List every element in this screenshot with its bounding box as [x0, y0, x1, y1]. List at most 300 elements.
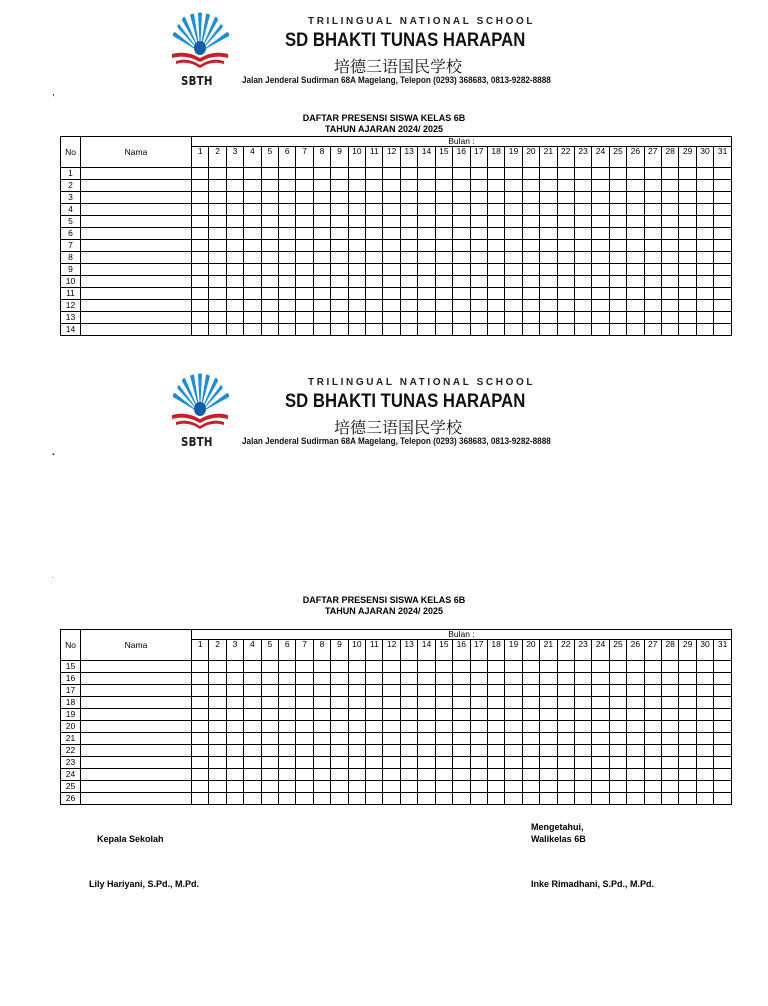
attendance-cell[interactable]: [192, 204, 209, 216]
attendance-cell[interactable]: [383, 192, 400, 204]
attendance-cell[interactable]: [261, 745, 278, 757]
attendance-cell[interactable]: [557, 300, 574, 312]
attendance-cell[interactable]: [331, 252, 348, 264]
attendance-cell[interactable]: [574, 673, 591, 685]
attendance-cell[interactable]: [627, 685, 644, 697]
attendance-cell[interactable]: [279, 793, 296, 805]
attendance-cell[interactable]: [714, 192, 732, 204]
attendance-cell[interactable]: [226, 264, 243, 276]
attendance-cell[interactable]: [609, 769, 626, 781]
attendance-cell[interactable]: [348, 324, 365, 336]
attendance-cell[interactable]: [261, 697, 278, 709]
attendance-cell[interactable]: [313, 192, 330, 204]
attendance-cell[interactable]: [574, 685, 591, 697]
attendance-cell[interactable]: [696, 192, 713, 204]
attendance-cell[interactable]: [192, 721, 209, 733]
attendance-cell[interactable]: [592, 228, 609, 240]
attendance-cell[interactable]: [435, 769, 452, 781]
attendance-cell[interactable]: [383, 793, 400, 805]
attendance-cell[interactable]: [366, 661, 383, 673]
attendance-cell[interactable]: [644, 793, 661, 805]
attendance-cell[interactable]: [366, 228, 383, 240]
attendance-cell[interactable]: [627, 252, 644, 264]
attendance-cell[interactable]: [574, 793, 591, 805]
student-name-cell[interactable]: [81, 721, 192, 733]
attendance-cell[interactable]: [244, 240, 261, 252]
attendance-cell[interactable]: [383, 204, 400, 216]
attendance-cell[interactable]: [714, 781, 732, 793]
attendance-cell[interactable]: [453, 276, 470, 288]
attendance-cell[interactable]: [522, 793, 539, 805]
attendance-cell[interactable]: [487, 781, 504, 793]
attendance-cell[interactable]: [696, 204, 713, 216]
attendance-cell[interactable]: [435, 216, 452, 228]
attendance-cell[interactable]: [661, 300, 678, 312]
attendance-cell[interactable]: [279, 709, 296, 721]
attendance-cell[interactable]: [714, 168, 732, 180]
attendance-cell[interactable]: [244, 697, 261, 709]
attendance-cell[interactable]: [348, 180, 365, 192]
attendance-cell[interactable]: [609, 192, 626, 204]
attendance-cell[interactable]: [279, 312, 296, 324]
attendance-cell[interactable]: [226, 781, 243, 793]
attendance-cell[interactable]: [522, 300, 539, 312]
attendance-cell[interactable]: [400, 204, 417, 216]
attendance-cell[interactable]: [383, 721, 400, 733]
attendance-cell[interactable]: [209, 709, 226, 721]
attendance-cell[interactable]: [557, 312, 574, 324]
attendance-cell[interactable]: [296, 252, 313, 264]
attendance-cell[interactable]: [261, 204, 278, 216]
attendance-cell[interactable]: [627, 733, 644, 745]
attendance-cell[interactable]: [696, 721, 713, 733]
attendance-cell[interactable]: [313, 733, 330, 745]
attendance-cell[interactable]: [592, 288, 609, 300]
attendance-cell[interactable]: [366, 757, 383, 769]
attendance-cell[interactable]: [313, 216, 330, 228]
attendance-cell[interactable]: [540, 216, 557, 228]
attendance-cell[interactable]: [209, 252, 226, 264]
attendance-cell[interactable]: [366, 192, 383, 204]
attendance-cell[interactable]: [453, 192, 470, 204]
attendance-cell[interactable]: [487, 721, 504, 733]
attendance-cell[interactable]: [505, 192, 522, 204]
attendance-cell[interactable]: [348, 276, 365, 288]
attendance-cell[interactable]: [487, 769, 504, 781]
attendance-cell[interactable]: [661, 276, 678, 288]
attendance-cell[interactable]: [714, 216, 732, 228]
attendance-cell[interactable]: [714, 697, 732, 709]
attendance-cell[interactable]: [383, 252, 400, 264]
student-name-cell[interactable]: [81, 324, 192, 336]
attendance-cell[interactable]: [383, 240, 400, 252]
attendance-cell[interactable]: [627, 192, 644, 204]
attendance-cell[interactable]: [453, 324, 470, 336]
attendance-cell[interactable]: [192, 276, 209, 288]
attendance-cell[interactable]: [261, 228, 278, 240]
attendance-cell[interactable]: [592, 781, 609, 793]
attendance-cell[interactable]: [331, 192, 348, 204]
attendance-cell[interactable]: [348, 781, 365, 793]
attendance-cell[interactable]: [331, 733, 348, 745]
attendance-cell[interactable]: [296, 661, 313, 673]
attendance-cell[interactable]: [400, 264, 417, 276]
attendance-cell[interactable]: [453, 781, 470, 793]
attendance-cell[interactable]: [296, 168, 313, 180]
attendance-cell[interactable]: [383, 781, 400, 793]
attendance-cell[interactable]: [226, 276, 243, 288]
attendance-cell[interactable]: [435, 228, 452, 240]
attendance-cell[interactable]: [383, 661, 400, 673]
attendance-cell[interactable]: [296, 733, 313, 745]
attendance-cell[interactable]: [574, 324, 591, 336]
attendance-cell[interactable]: [453, 180, 470, 192]
attendance-cell[interactable]: [209, 216, 226, 228]
attendance-cell[interactable]: [505, 673, 522, 685]
attendance-cell[interactable]: [592, 697, 609, 709]
attendance-cell[interactable]: [679, 661, 696, 673]
attendance-cell[interactable]: [209, 685, 226, 697]
attendance-cell[interactable]: [522, 192, 539, 204]
attendance-cell[interactable]: [522, 697, 539, 709]
attendance-cell[interactable]: [435, 264, 452, 276]
attendance-cell[interactable]: [244, 288, 261, 300]
attendance-cell[interactable]: [644, 192, 661, 204]
attendance-cell[interactable]: [435, 673, 452, 685]
student-name-cell[interactable]: [81, 709, 192, 721]
attendance-cell[interactable]: [383, 673, 400, 685]
attendance-cell[interactable]: [244, 781, 261, 793]
attendance-cell[interactable]: [435, 661, 452, 673]
attendance-cell[interactable]: [226, 709, 243, 721]
attendance-cell[interactable]: [470, 733, 487, 745]
attendance-cell[interactable]: [574, 733, 591, 745]
attendance-cell[interactable]: [679, 745, 696, 757]
attendance-cell[interactable]: [435, 745, 452, 757]
attendance-cell[interactable]: [192, 709, 209, 721]
attendance-cell[interactable]: [609, 312, 626, 324]
attendance-cell[interactable]: [366, 276, 383, 288]
student-name-cell[interactable]: [81, 240, 192, 252]
attendance-cell[interactable]: [261, 192, 278, 204]
attendance-cell[interactable]: [366, 204, 383, 216]
attendance-cell[interactable]: [505, 745, 522, 757]
attendance-cell[interactable]: [574, 312, 591, 324]
attendance-cell[interactable]: [418, 240, 435, 252]
attendance-cell[interactable]: [348, 192, 365, 204]
attendance-cell[interactable]: [505, 769, 522, 781]
attendance-cell[interactable]: [366, 312, 383, 324]
attendance-cell[interactable]: [296, 757, 313, 769]
attendance-cell[interactable]: [627, 168, 644, 180]
attendance-cell[interactable]: [400, 769, 417, 781]
attendance-cell[interactable]: [418, 300, 435, 312]
attendance-cell[interactable]: [661, 685, 678, 697]
attendance-cell[interactable]: [244, 733, 261, 745]
attendance-cell[interactable]: [348, 685, 365, 697]
attendance-cell[interactable]: [505, 300, 522, 312]
attendance-cell[interactable]: [487, 685, 504, 697]
attendance-cell[interactable]: [470, 673, 487, 685]
attendance-cell[interactable]: [453, 300, 470, 312]
attendance-cell[interactable]: [470, 661, 487, 673]
attendance-cell[interactable]: [383, 264, 400, 276]
attendance-cell[interactable]: [644, 240, 661, 252]
attendance-cell[interactable]: [331, 228, 348, 240]
attendance-cell[interactable]: [696, 673, 713, 685]
attendance-cell[interactable]: [453, 312, 470, 324]
attendance-cell[interactable]: [435, 697, 452, 709]
attendance-cell[interactable]: [313, 769, 330, 781]
attendance-cell[interactable]: [470, 300, 487, 312]
attendance-cell[interactable]: [661, 661, 678, 673]
attendance-cell[interactable]: [540, 312, 557, 324]
attendance-cell[interactable]: [226, 240, 243, 252]
attendance-cell[interactable]: [574, 216, 591, 228]
attendance-cell[interactable]: [435, 288, 452, 300]
attendance-cell[interactable]: [540, 228, 557, 240]
attendance-cell[interactable]: [296, 709, 313, 721]
attendance-cell[interactable]: [244, 312, 261, 324]
student-name-cell[interactable]: [81, 733, 192, 745]
attendance-cell[interactable]: [627, 228, 644, 240]
attendance-cell[interactable]: [592, 216, 609, 228]
attendance-cell[interactable]: [383, 228, 400, 240]
attendance-cell[interactable]: [679, 204, 696, 216]
attendance-cell[interactable]: [366, 685, 383, 697]
attendance-cell[interactable]: [627, 216, 644, 228]
attendance-cell[interactable]: [383, 276, 400, 288]
attendance-cell[interactable]: [470, 793, 487, 805]
attendance-cell[interactable]: [348, 721, 365, 733]
attendance-cell[interactable]: [470, 264, 487, 276]
attendance-cell[interactable]: [313, 793, 330, 805]
attendance-cell[interactable]: [696, 300, 713, 312]
attendance-cell[interactable]: [244, 216, 261, 228]
attendance-cell[interactable]: [470, 216, 487, 228]
attendance-cell[interactable]: [261, 288, 278, 300]
attendance-cell[interactable]: [714, 733, 732, 745]
attendance-cell[interactable]: [279, 216, 296, 228]
attendance-cell[interactable]: [279, 745, 296, 757]
attendance-cell[interactable]: [226, 661, 243, 673]
attendance-cell[interactable]: [226, 721, 243, 733]
attendance-cell[interactable]: [627, 240, 644, 252]
attendance-cell[interactable]: [279, 288, 296, 300]
student-name-cell[interactable]: [81, 228, 192, 240]
attendance-cell[interactable]: [505, 228, 522, 240]
attendance-cell[interactable]: [209, 168, 226, 180]
attendance-cell[interactable]: [644, 252, 661, 264]
attendance-cell[interactable]: [557, 661, 574, 673]
attendance-cell[interactable]: [505, 709, 522, 721]
attendance-cell[interactable]: [714, 180, 732, 192]
attendance-cell[interactable]: [400, 168, 417, 180]
attendance-cell[interactable]: [522, 180, 539, 192]
attendance-cell[interactable]: [261, 661, 278, 673]
attendance-cell[interactable]: [366, 709, 383, 721]
attendance-cell[interactable]: [592, 757, 609, 769]
attendance-cell[interactable]: [644, 204, 661, 216]
attendance-cell[interactable]: [192, 673, 209, 685]
attendance-cell[interactable]: [400, 673, 417, 685]
attendance-cell[interactable]: [348, 288, 365, 300]
attendance-cell[interactable]: [679, 216, 696, 228]
attendance-cell[interactable]: [261, 312, 278, 324]
attendance-cell[interactable]: [313, 757, 330, 769]
attendance-cell[interactable]: [192, 300, 209, 312]
student-name-cell[interactable]: [81, 793, 192, 805]
attendance-cell[interactable]: [557, 745, 574, 757]
attendance-cell[interactable]: [522, 168, 539, 180]
attendance-cell[interactable]: [383, 709, 400, 721]
attendance-cell[interactable]: [714, 324, 732, 336]
attendance-cell[interactable]: [679, 240, 696, 252]
attendance-cell[interactable]: [453, 168, 470, 180]
attendance-cell[interactable]: [627, 757, 644, 769]
attendance-cell[interactable]: [261, 685, 278, 697]
attendance-cell[interactable]: [226, 673, 243, 685]
attendance-cell[interactable]: [679, 781, 696, 793]
attendance-cell[interactable]: [714, 204, 732, 216]
attendance-cell[interactable]: [609, 240, 626, 252]
attendance-cell[interactable]: [696, 288, 713, 300]
attendance-cell[interactable]: [609, 745, 626, 757]
attendance-cell[interactable]: [609, 757, 626, 769]
attendance-cell[interactable]: [470, 228, 487, 240]
attendance-cell[interactable]: [470, 168, 487, 180]
attendance-cell[interactable]: [696, 793, 713, 805]
attendance-cell[interactable]: [383, 168, 400, 180]
attendance-cell[interactable]: [348, 312, 365, 324]
attendance-cell[interactable]: [714, 757, 732, 769]
attendance-cell[interactable]: [470, 709, 487, 721]
attendance-cell[interactable]: [418, 192, 435, 204]
attendance-cell[interactable]: [661, 264, 678, 276]
attendance-cell[interactable]: [418, 769, 435, 781]
attendance-cell[interactable]: [366, 733, 383, 745]
attendance-cell[interactable]: [540, 769, 557, 781]
attendance-cell[interactable]: [400, 733, 417, 745]
attendance-cell[interactable]: [348, 300, 365, 312]
attendance-cell[interactable]: [209, 312, 226, 324]
attendance-cell[interactable]: [209, 180, 226, 192]
attendance-cell[interactable]: [435, 252, 452, 264]
attendance-cell[interactable]: [244, 192, 261, 204]
attendance-cell[interactable]: [487, 673, 504, 685]
attendance-cell[interactable]: [331, 324, 348, 336]
attendance-cell[interactable]: [574, 300, 591, 312]
attendance-cell[interactable]: [470, 180, 487, 192]
attendance-cell[interactable]: [679, 252, 696, 264]
attendance-cell[interactable]: [522, 709, 539, 721]
attendance-cell[interactable]: [470, 192, 487, 204]
attendance-cell[interactable]: [540, 781, 557, 793]
attendance-cell[interactable]: [383, 769, 400, 781]
student-name-cell[interactable]: [81, 288, 192, 300]
attendance-cell[interactable]: [226, 192, 243, 204]
student-name-cell[interactable]: [81, 168, 192, 180]
attendance-cell[interactable]: [592, 745, 609, 757]
attendance-cell[interactable]: [400, 661, 417, 673]
attendance-cell[interactable]: [192, 264, 209, 276]
attendance-cell[interactable]: [331, 781, 348, 793]
attendance-cell[interactable]: [540, 685, 557, 697]
attendance-cell[interactable]: [226, 733, 243, 745]
attendance-cell[interactable]: [714, 721, 732, 733]
attendance-cell[interactable]: [505, 312, 522, 324]
attendance-cell[interactable]: [505, 721, 522, 733]
attendance-cell[interactable]: [348, 769, 365, 781]
attendance-cell[interactable]: [383, 324, 400, 336]
attendance-cell[interactable]: [226, 300, 243, 312]
attendance-cell[interactable]: [696, 240, 713, 252]
attendance-cell[interactable]: [592, 685, 609, 697]
attendance-cell[interactable]: [661, 204, 678, 216]
attendance-cell[interactable]: [313, 685, 330, 697]
attendance-cell[interactable]: [418, 252, 435, 264]
attendance-cell[interactable]: [383, 312, 400, 324]
attendance-cell[interactable]: [313, 300, 330, 312]
attendance-cell[interactable]: [505, 180, 522, 192]
attendance-cell[interactable]: [366, 769, 383, 781]
attendance-cell[interactable]: [487, 240, 504, 252]
attendance-cell[interactable]: [644, 769, 661, 781]
attendance-cell[interactable]: [331, 673, 348, 685]
attendance-cell[interactable]: [661, 709, 678, 721]
attendance-cell[interactable]: [592, 204, 609, 216]
attendance-cell[interactable]: [679, 793, 696, 805]
attendance-cell[interactable]: [331, 312, 348, 324]
attendance-cell[interactable]: [418, 661, 435, 673]
attendance-cell[interactable]: [644, 709, 661, 721]
attendance-cell[interactable]: [331, 685, 348, 697]
attendance-cell[interactable]: [540, 204, 557, 216]
attendance-cell[interactable]: [505, 168, 522, 180]
attendance-cell[interactable]: [522, 661, 539, 673]
attendance-cell[interactable]: [209, 228, 226, 240]
attendance-cell[interactable]: [261, 180, 278, 192]
attendance-cell[interactable]: [261, 673, 278, 685]
attendance-cell[interactable]: [609, 733, 626, 745]
attendance-cell[interactable]: [244, 721, 261, 733]
attendance-cell[interactable]: [609, 288, 626, 300]
attendance-cell[interactable]: [679, 180, 696, 192]
attendance-cell[interactable]: [435, 192, 452, 204]
attendance-cell[interactable]: [244, 793, 261, 805]
attendance-cell[interactable]: [331, 697, 348, 709]
attendance-cell[interactable]: [226, 757, 243, 769]
attendance-cell[interactable]: [540, 300, 557, 312]
attendance-cell[interactable]: [226, 697, 243, 709]
attendance-cell[interactable]: [192, 252, 209, 264]
attendance-cell[interactable]: [487, 168, 504, 180]
attendance-cell[interactable]: [366, 793, 383, 805]
attendance-cell[interactable]: [522, 324, 539, 336]
attendance-cell[interactable]: [644, 733, 661, 745]
attendance-cell[interactable]: [574, 264, 591, 276]
attendance-cell[interactable]: [574, 168, 591, 180]
attendance-cell[interactable]: [661, 697, 678, 709]
attendance-cell[interactable]: [453, 757, 470, 769]
attendance-cell[interactable]: [696, 757, 713, 769]
attendance-cell[interactable]: [279, 757, 296, 769]
attendance-cell[interactable]: [383, 733, 400, 745]
attendance-cell[interactable]: [609, 228, 626, 240]
attendance-cell[interactable]: [226, 793, 243, 805]
attendance-cell[interactable]: [313, 745, 330, 757]
attendance-cell[interactable]: [435, 204, 452, 216]
